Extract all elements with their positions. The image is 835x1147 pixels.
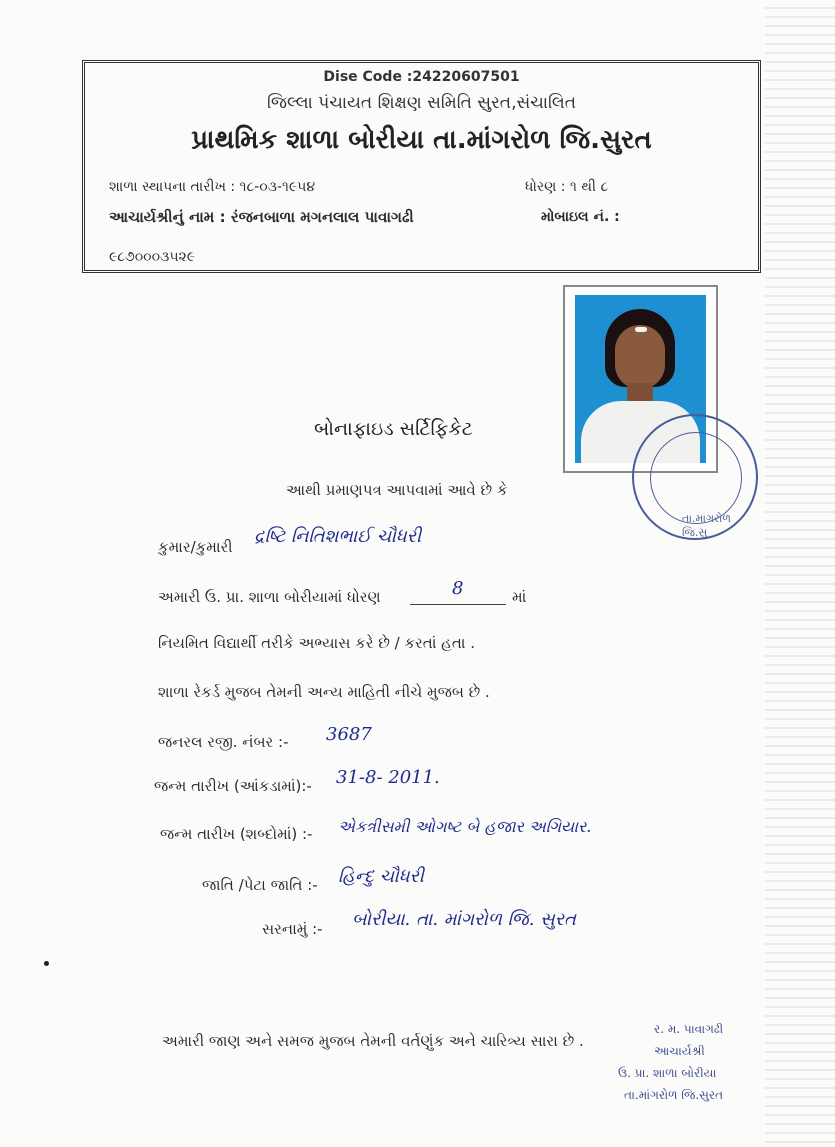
signature-name: ર. મ. પાવાગઢી [654,1022,724,1036]
principal-name: આચાર્યશ્રીનું નામ : રંજનબાળા મગનલાલ પાવાગઢી [109,208,414,226]
dob-words: એકત્રીસમી ઓગષ્ટ બે હજાર અગિયાર. [338,817,592,836]
school-header [82,60,761,273]
conduct-line: અમારી જાણ અને સમજ મુજબ તેમની વર્તણુંક અને ચારિત્ર્ય સારા છે . [162,1032,584,1050]
standards: ધોરણ : ૧ થી ૮ [525,179,609,195]
class-blank [410,604,506,605]
address-label: સરનામું :- [262,920,323,938]
scan-edge-texture [765,0,835,1147]
caste-label: જાતિ /પેટા જાતિ :- [202,876,318,894]
mobile-label: મોબાઇલ નં. : [541,209,620,225]
regular-student-line: નિયમિત વિદ્યાર્થી તરીકે અભ્યાસ કરે છે / કરતાં હતા . [158,634,475,652]
signature-school: ઉ. પ્રા. શાળા બોરીયા [618,1066,717,1080]
class-value: 8 [452,578,464,599]
student-name: દ્રષ્ટિ નિતિશભાઈ ચૌધરી [254,526,422,547]
ink-dot [44,961,49,966]
gr-label: જનરલ રજી. નંબર :- [158,733,289,751]
signature-place: તા.માંગરોળ જિ.સુરત [624,1088,724,1102]
caste-value: હિન્દુ ચૌધરી [338,866,424,887]
dob-figures: 31-8- 2011. [336,767,440,788]
header-authority: જિલ્લા પંચાયત શિક્ષણ સમિતિ સુરત,સંચાલિત [267,93,576,113]
established-date: શાળા સ્થાપના તારીખ : ૧૮-૦૩-૧૯૫૪ [109,179,316,195]
class-suffix: માં [512,588,527,606]
dob-words-label: જન્મ તારીખ (શબ્દોમાં) :- [160,825,313,843]
name-label: કુમાર/કુમારી [158,538,233,556]
intro-line: આથી પ્રમાણપત્ર આપવામાં આવે છે કે [286,481,508,499]
school-name: પ્રાથમિક શાળા બોરીયા તા.માંગરોળ જિ.સુરત [191,125,652,155]
mobile-number: ૯૮૭૦૦૦૩૫૨૯ [109,249,196,265]
principal-signature-stamp [614,1018,784,1118]
record-line: શાળા રેકર્ડ મુજબ તેમની અન્ય માહિતી નીચે મુજબ છે . [158,683,490,701]
school-seal [632,414,758,540]
dob-figures-label: જન્મ તારીખ (આંકડામાં):- [154,777,312,795]
seal-text: તા.માંગરોળ જિ.સુ [682,512,731,539]
class-prefix: અમારી ઉ. પ્રા. શાળા બોરીયામાં ધોરણ [158,588,381,606]
dise-code: Dise Code :24220607501 [323,69,520,85]
certificate-title: બોનાફાઇડ સર્ટિફિકેટ [314,418,473,440]
address-value: બોરીયા. તા. માંગરોળ જિ. સુરત [352,909,576,930]
signature-title: આચાર્યશ્રી [654,1044,705,1058]
gr-number: 3687 [326,724,372,745]
